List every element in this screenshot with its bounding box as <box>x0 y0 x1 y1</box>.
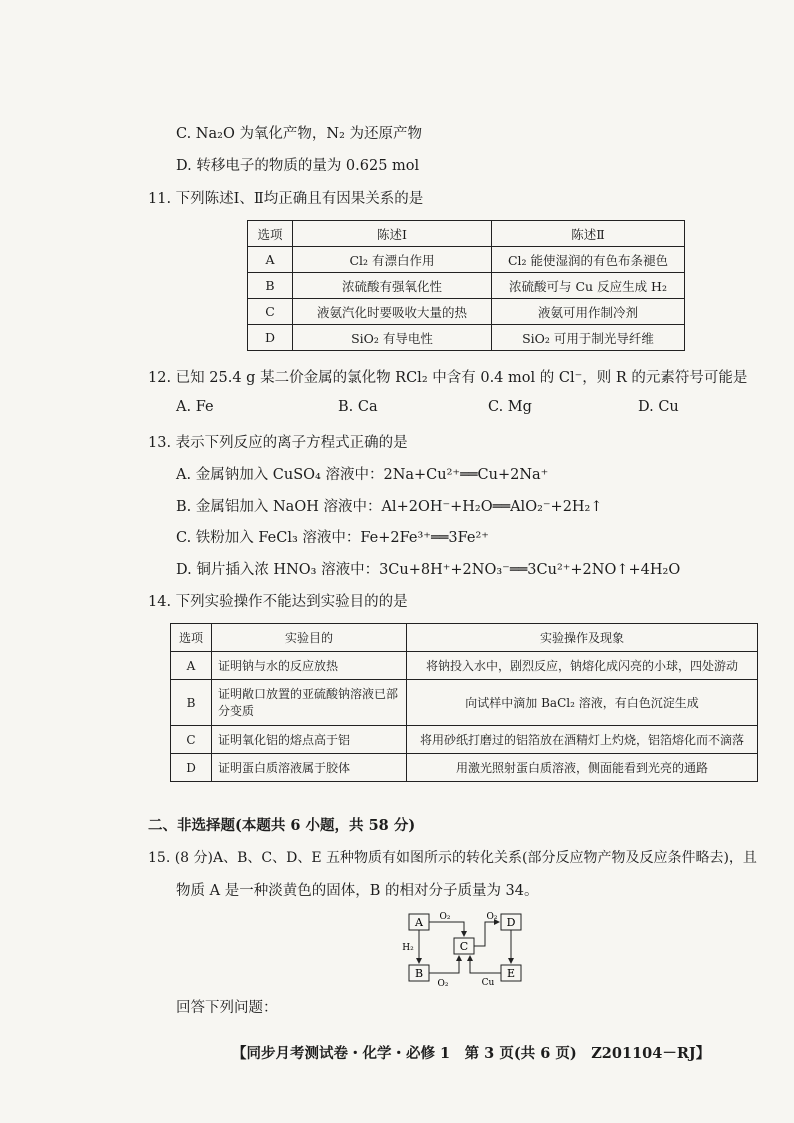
table-cell: 证明敞口放置的亚硫酸钠溶液已部分变质 <box>212 680 407 726</box>
table-cell: B <box>248 273 293 299</box>
table-row <box>248 273 685 299</box>
header-cell: 选项 <box>248 221 293 247</box>
q12-option-a: A. Fe <box>176 399 214 415</box>
arrow-c-to-d <box>474 922 499 946</box>
table-cell: B <box>171 680 212 726</box>
label-o2-c: O₂ <box>486 912 498 922</box>
table-row <box>248 299 685 325</box>
label-o2-a: O₂ <box>439 912 451 922</box>
table-cell: A <box>248 247 293 273</box>
table-cell: 将钠投入水中，剧烈反应，钠熔化成闪亮的小球，四处游动 <box>407 652 758 680</box>
table-row <box>171 652 758 680</box>
page-footer: 【同步月考测试卷・化学・必修 1 第 3 页(共 6 页) Z201104－RJ】 <box>232 1045 711 1062</box>
q13-option-b: B. 金属铝加入 NaOH 溶液中：Al+2OH⁻+H₂O══AlO₂⁻+2H₂↑ <box>176 499 603 515</box>
arrow-e-to-c <box>470 956 501 973</box>
arrow-b-to-c <box>429 956 459 973</box>
q12-option-c: C. Mg <box>488 399 532 415</box>
table-cell: 浓硫酸可与 Cu 反应生成 H₂ <box>492 273 685 299</box>
q13-stem: 13. 表示下列反应的离子方程式正确的是 <box>148 435 408 451</box>
section-title: 二、非选择题(本题共 6 小题，共 58 分) <box>148 817 416 834</box>
node-c: C <box>459 940 469 953</box>
table-cell: 证明蛋白质溶液属于胶体 <box>212 754 407 782</box>
table-cell: A <box>171 652 212 680</box>
table-cell: 证明钠与水的反应放热 <box>212 652 407 680</box>
q13-option-c: C. 铁粉加入 FeCl₃ 溶液中：Fe+2Fe³⁺══3Fe²⁺ <box>176 530 489 546</box>
q11-table <box>247 220 685 351</box>
header-cell: 实验操作及现象 <box>407 624 758 652</box>
table-row <box>171 754 758 782</box>
q15-stem-line2: 物质 A 是一种淡黄色的固体，B 的相对分子质量为 34。 <box>176 883 539 899</box>
q12-option-b: B. Ca <box>338 399 378 415</box>
label-h2: H₂ <box>402 943 414 953</box>
q11-stem: 11. 下列陈述Ⅰ、Ⅱ均正确且有因果关系的是 <box>148 191 424 207</box>
table-row <box>248 325 685 351</box>
q15-stem-line1: 15. (8 分)A、B、C、D、E 五种物质有如图所示的转化关系(部分反应物产物及反应条件略去)，且 <box>148 850 757 866</box>
header-cell: 实验目的 <box>212 624 407 652</box>
table-cell: D <box>248 325 293 351</box>
q15-prompt: 回答下列问题： <box>176 1000 278 1016</box>
label-o2-b: O₂ <box>437 979 449 989</box>
q10-option-c: C. Na₂O 为氧化产物，N₂ 为还原产物 <box>176 126 423 142</box>
header-cell: 选项 <box>171 624 212 652</box>
table-cell: 液氨可用作制冷剂 <box>492 299 685 325</box>
table-cell: 液氨汽化时要吸收大量的热 <box>293 299 492 325</box>
table-cell: 浓硫酸有强氧化性 <box>293 273 492 299</box>
q14-stem: 14. 下列实验操作不能达到实验目的的是 <box>148 594 408 610</box>
node-d: D <box>506 916 516 929</box>
q13-option-d: D. 铜片插入浓 HNO₃ 溶液中：3Cu+8H⁺+2NO₃⁻══3Cu²⁺+2NO↑+4H₂O <box>176 562 681 578</box>
table-cell: SiO₂ 可用于制光导纤维 <box>492 325 685 351</box>
table-cell: 向试样中滴加 BaCl₂ 溶液，有白色沉淀生成 <box>407 680 758 726</box>
node-a: A <box>415 916 423 929</box>
table-cell: 证明氧化铝的熔点高于铝 <box>212 726 407 754</box>
node-b: B <box>414 967 424 980</box>
table-cell: SiO₂ 有导电性 <box>293 325 492 351</box>
header-cell: 陈述Ⅱ <box>492 221 685 247</box>
q12-stem: 12. 已知 25.4 g 某二价金属的氯化物 RCl₂ 中含有 0.4 mol 的 Cl⁻，则 R 的元素符号可能是 <box>148 370 748 386</box>
node-e: E <box>506 967 516 980</box>
table-row <box>248 247 685 273</box>
q12-option-d: D. Cu <box>638 399 679 415</box>
table-header-row <box>248 221 685 247</box>
table-cell: Cl₂ 有漂白作用 <box>293 247 492 273</box>
table-cell: Cl₂ 能使湿润的有色布条褪色 <box>492 247 685 273</box>
table-header-row <box>171 624 758 652</box>
q14-table <box>170 623 758 782</box>
q10-option-d: D. 转移电子的物质的量为 0.625 mol <box>176 158 420 174</box>
label-cu: Cu <box>481 978 495 988</box>
arrow-a-to-c <box>429 922 464 936</box>
table-cell: 将用砂纸打磨过的铝箔放在酒精灯上灼烧，铝箔熔化而不滴落 <box>407 726 758 754</box>
table-cell: D <box>171 754 212 782</box>
table-row <box>171 680 758 726</box>
table-cell: C <box>171 726 212 754</box>
q15-transformation-diagram <box>395 907 535 989</box>
table-row <box>171 726 758 754</box>
header-cell: 陈述Ⅰ <box>293 221 492 247</box>
q13-option-a: A. 金属钠加入 CuSO₄ 溶液中：2Na+Cu²⁺══Cu+2Na⁺ <box>176 467 549 483</box>
table-cell: 用激光照射蛋白质溶液，侧面能看到光亮的通路 <box>407 754 758 782</box>
table-cell: C <box>248 299 293 325</box>
